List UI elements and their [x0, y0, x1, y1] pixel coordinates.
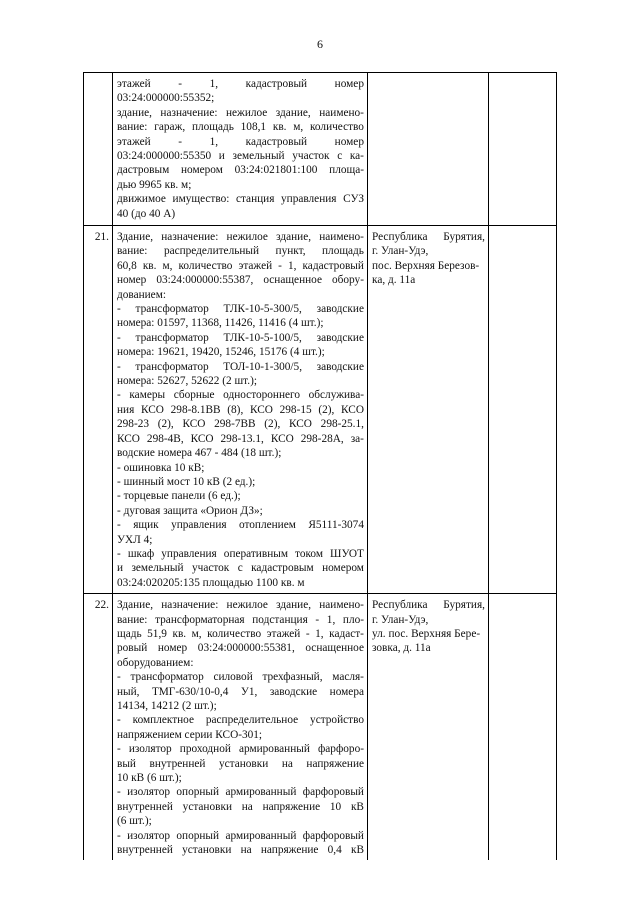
description-line: водские номера 467 - 484 (18 шт.); [117, 447, 282, 460]
description-line: - трансформатор ТОЛ-10-1-300/5, заводские [117, 360, 364, 373]
address-line: г. Улан-Удэ, [372, 613, 429, 626]
table-row [84, 594, 557, 861]
description-line: этажей - 1, кадастровый номер [117, 135, 364, 148]
description-cell [113, 226, 368, 594]
address-line: Республика Бурятия, [372, 231, 485, 243]
description-line: - дуговая защита «Орион ДЗ»; [117, 504, 263, 517]
description-line: вание: распределительный пункт, площадь [117, 245, 364, 258]
description-line: 298-23 (2), КСО 298-7ВВ (2), КСО 298-25.1, [117, 418, 364, 431]
address-cell [368, 73, 489, 226]
note-cell [489, 73, 557, 226]
description-line: 40 (до 40 А) [117, 207, 176, 220]
address-line: зовка, д. 11а [372, 642, 431, 655]
note-cell [489, 594, 557, 861]
description-line: дованием: [117, 288, 166, 301]
description-line: 03:24:000000:55350 и земельный участок с ка- [117, 150, 364, 163]
description-line: щадь 51,9 кв. м, количество этажей - 1, кадаст- [117, 627, 364, 640]
description-line: - изолятор опорный армированный фарфоровый [117, 786, 364, 799]
description-line: - ящик управления отоплением Я5111-3074 [117, 519, 364, 532]
description-line: Здание, назначение: нежилое здание, наимено- [117, 231, 364, 243]
address-line: пос. Верхняя Березов- [372, 259, 480, 272]
description-line: вый внутренней установки на напряжение [117, 757, 364, 770]
description-line: - трансформатор ТЛК-10-5-100/5, заводские [117, 331, 364, 344]
description-line: вание: трансформаторная подстанция - 1, пло- [117, 613, 364, 626]
description-line: дастровым номером 03:24:021801:100 площа- [117, 164, 364, 177]
address-line: ка, д. 11а [372, 274, 416, 287]
description-line: - шкаф управления оперативным током ШУОТ [117, 547, 364, 560]
table-row [84, 226, 557, 594]
description-line: 10 кВ (6 шт.); [117, 772, 182, 785]
description-line: номера: 19621, 19420, 15246, 15176 (4 шт.); [117, 346, 325, 359]
description-line: напряжением серии КСО-301; [117, 728, 263, 741]
description-line: внутренней установки на напряжение 10 кВ [117, 800, 364, 813]
description-line: дью 9965 кв. м; [117, 178, 192, 191]
description-line: номера: 01597, 11368, 11426, 11416 (4 шт.); [117, 317, 324, 330]
description-line: движимое имущество: станция управления СУЗ [117, 193, 364, 206]
description-line: (6 шт.); [117, 815, 152, 828]
description-line: УХЛ 4; [117, 533, 153, 546]
description-line: этажей - 1, кадастровый номер [117, 78, 364, 90]
description-line: - камеры сборные одностороннего обслужива- [117, 389, 364, 402]
description-line: - трансформатор ТЛК-10-5-300/5, заводские [117, 303, 364, 316]
address-line: Республика Бурятия, [372, 599, 485, 612]
description-line: 03:24:000000:55352; [117, 92, 215, 105]
description-line: 60,8 кв. м, количество этажей - 1, кадастровый [117, 259, 364, 272]
description-line: - ошиновка 10 кВ; [117, 461, 205, 474]
description-cell [113, 594, 368, 861]
note-cell [489, 226, 557, 594]
description-line: номер 03:24:000000:55387, оснащенное обору- [117, 274, 364, 287]
description-line: 03:24:020205:135 площадью 1100 кв. м [117, 576, 305, 589]
description-line: ния КСО 298-8.1ВВ (8), КСО 298-15 (2), КСО [117, 403, 364, 416]
row-number-cell: 22. [84, 594, 113, 861]
page-number: 6 [317, 37, 323, 51]
address-line: г. Улан-Удэ, [372, 245, 429, 258]
description-line: - шинный мост 10 кВ (2 ед.); [117, 475, 256, 488]
property-table [83, 72, 557, 860]
address-cell [368, 594, 489, 861]
description-line: Здание, назначение: нежилое здание, наимено- [117, 599, 364, 612]
description-line: ный, ТМГ-630/10-0,4 У1, заводские номера [117, 685, 364, 698]
description-line: и земельный участок с кадастровым номером [117, 562, 364, 575]
description-line: 14134, 14212 (2 шт.); [117, 700, 217, 712]
description-line: - торцевые панели (6 ед.); [117, 490, 241, 503]
description-line: - изолятор опорный армированный фарфоровый [117, 829, 364, 842]
description-line: вание: гараж, площадь 108,1 кв. м, количество [117, 121, 364, 134]
description-line: КСО 298-4В, КСО 298-13.1, КСО 298-28А, за- [117, 432, 364, 445]
description-line: - изолятор проходной армированный фарфоро- [117, 743, 364, 756]
row-number-cell [84, 73, 113, 226]
description-line: номера: 52627, 52622 (2 шт.); [117, 375, 257, 388]
description-line: ровый номер 03:24:000000:55381, оснащенное [117, 642, 364, 655]
table-row [84, 73, 557, 226]
description-line: - трансформатор силовой трехфазный, масля- [117, 671, 364, 684]
description-line: здание, назначение: нежилое здание, наимено- [117, 106, 364, 119]
address-cell [368, 226, 489, 594]
description-line: внутренней установки на напряжение 0,4 кВ [117, 844, 364, 857]
description-line: - комплектное распределительное устройство [117, 714, 364, 727]
description-line: оборудованием: [117, 656, 194, 669]
description-cell [113, 73, 368, 226]
row-number-cell: 21. [84, 226, 113, 594]
address-line: ул. пос. Верхняя Бере- [372, 627, 481, 640]
